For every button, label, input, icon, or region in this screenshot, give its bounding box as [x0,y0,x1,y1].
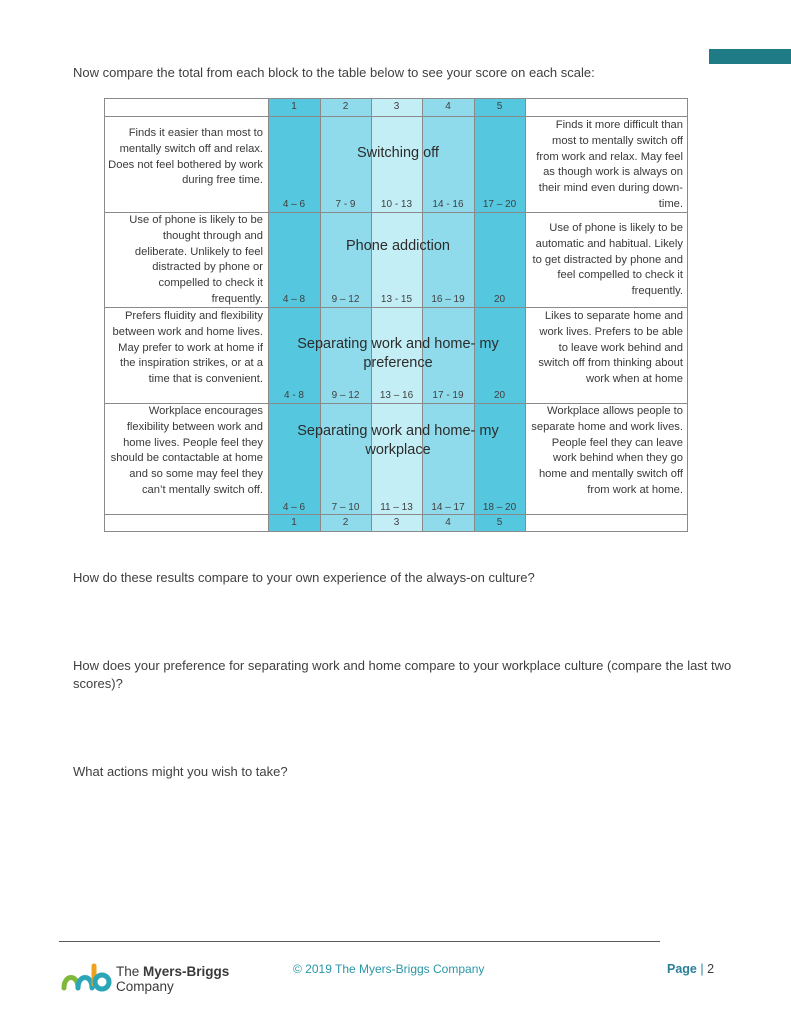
page-label: Page [667,962,697,976]
grid-line [422,98,423,532]
logo-text-the: The [116,964,144,979]
row-4-range: 4 – 6 [282,502,306,513]
grid-line [320,98,321,532]
question-3: What actions might you wish to take? [73,764,288,779]
footer-number: 1 [291,517,297,528]
row-1-range: 17 – 20 [482,199,517,210]
row-1-left-description: Finds it easier than most to mentally switch off and relax. Does not feel bothered by work during free time. [108,127,263,187]
row-3-range: 13 – 16 [379,390,414,401]
row-4-range: 11 – 13 [380,502,413,513]
copyright-notice: © 2019 The Myers-Briggs Company [293,962,485,976]
company-logo-text [116,964,229,994]
row-3-scale-name: Separating work and home- my preference [297,336,499,371]
row-2-range: 20 [493,294,506,305]
grid-line [104,514,688,515]
grid-line [104,116,688,117]
corner-accent-bar [709,49,791,64]
row-2-scale-name: Phone addiction [346,238,450,254]
row-4-range: 14 – 17 [431,502,465,513]
page-separator: | [700,962,704,976]
page-number-value: 2 [707,962,715,976]
row-3-right-description: Likes to separate home and work lives. Prefers to be able to leave work behind and switch off from thinking about work when at home [538,310,683,386]
header-number: 3 [393,101,400,112]
row-3-range: 20 [493,390,506,401]
row-1-range: 4 – 6 [282,199,306,210]
row-2-range: 4 – 8 [282,294,306,305]
row-4-scale-name: Separating work and home- my workplace [297,423,499,458]
grid-line [525,98,526,532]
row-4-right-description: Workplace allows people to separate home and work lives. People feel they can leave work behind when they go home and mentally switch off from work at home. [531,405,683,496]
header-number: 4 [445,101,451,112]
footer-divider [59,941,660,942]
row-2-range: 13 - 15 [380,294,413,305]
grid-line [268,98,269,532]
company-logo-icon [60,962,112,994]
question-2: How does your preference for separating work and home compare to your workplace culture (compare the last two scores)? [73,658,732,691]
logo-text-company: Company [116,979,174,994]
logo-text-brand: Myers-Briggs [143,964,230,979]
footer-number: 3 [393,517,400,528]
footer-number: 5 [496,517,503,528]
row-1-range: 14 - 16 [432,199,464,210]
question-1: How do these results compare to your own experience of the always-on culture? [73,570,535,585]
footer-number: 4 [445,517,451,528]
page-number [667,962,714,976]
footer-number: 2 [342,517,349,528]
row-4-range: 18 – 20 [482,502,517,513]
row-2-right-description: Use of phone is likely to be automatic and habitual. Likely to get distracted by phone and feel compelled to check it frequently. [532,222,683,298]
grid-line [371,98,372,532]
score-table [104,98,688,532]
row-2-range: 16 – 19 [431,294,465,305]
row-3-range: 17 - 19 [432,390,464,401]
row-4-range: 7 – 10 [331,502,360,513]
row-4-left-description: Workplace encourages flexibility between work and home lives. People feel they should be contactable at home and so some may feel they can’t mentally switch off. [110,405,263,496]
row-2-range: 9 – 12 [331,294,360,305]
row-2-left-description: Use of phone is likely to be thought through and deliberate. Unlikely to feel distracted by phone or compelled to check it frequently. [129,214,263,305]
header-number: 5 [496,101,503,112]
row-3-left-description: Prefers fluidity and flexibility between work and home lives. May prefer to work at home if the inspiration strikes, or at a time that is convenient. [112,310,263,386]
row-3-range: 9 – 12 [331,390,360,401]
intro-text: Now compare the total from each block to the table below to see your score on each scale: [73,65,595,80]
row-3-range: 4 - 8 [283,390,304,401]
header-number: 1 [291,101,297,112]
header-number: 2 [342,101,349,112]
row-1-scale-name: Switching off [357,145,439,161]
row-1-range: 7 - 9 [335,199,356,210]
row-1-range: 10 - 13 [380,199,413,210]
grid-line [474,98,475,532]
row-1-right-description: Finds it more difficult than most to mentally switch off from work and relax. May feel as though work is always on their mind even during down-time. [536,119,683,210]
